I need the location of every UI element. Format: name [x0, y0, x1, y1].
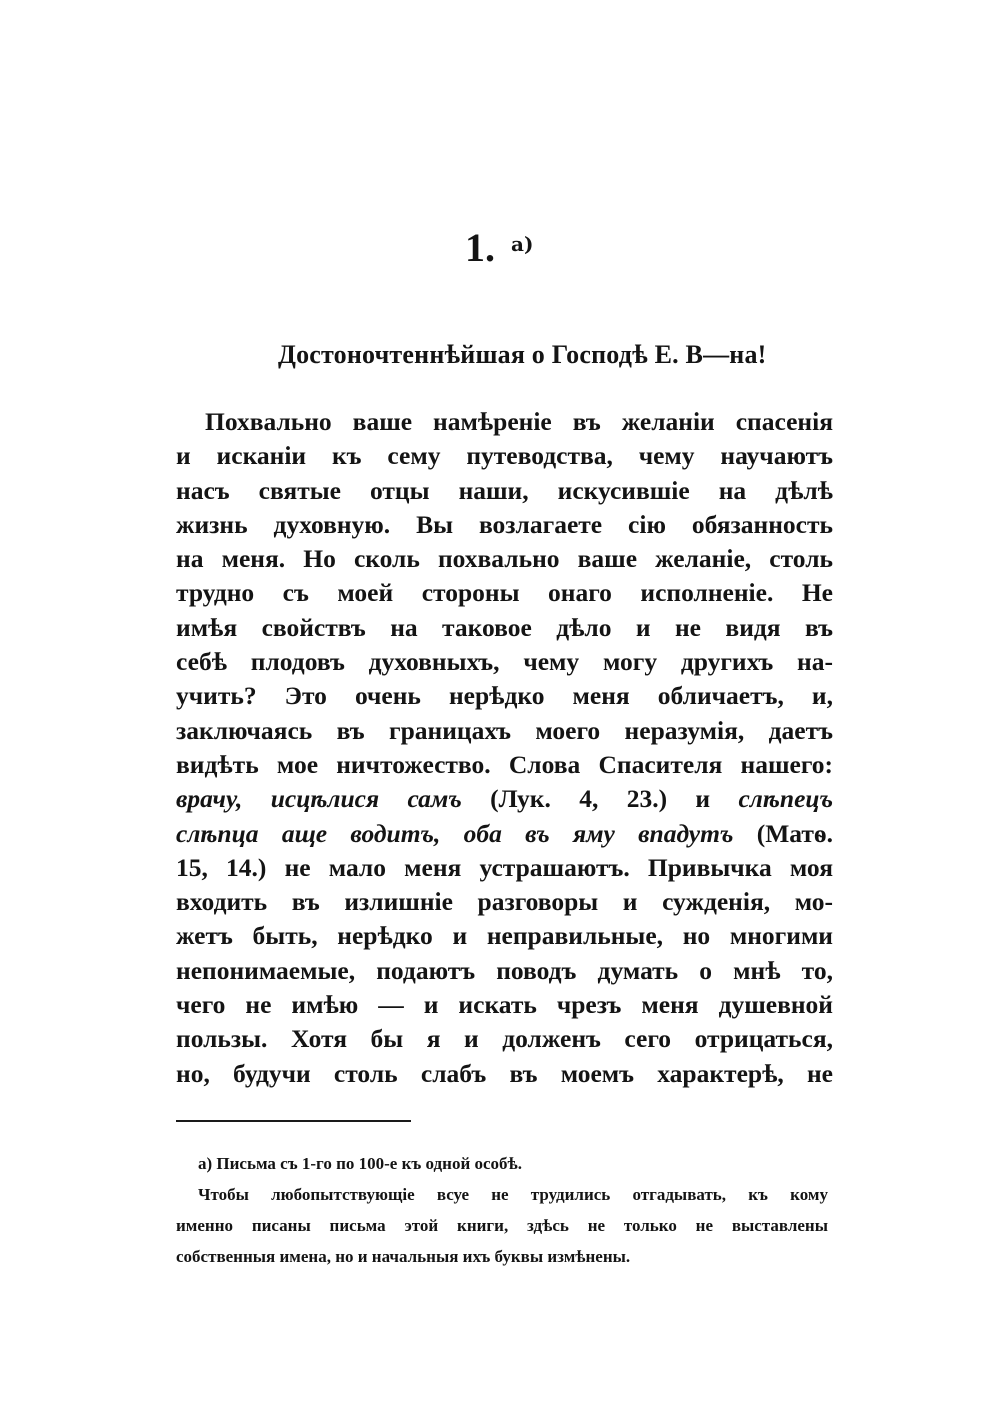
body-line: жетъ быть, нерѣдко и неправильные, но многими [176, 921, 833, 951]
body-line: имѣя свойствъ на таковое дѣло и не видя въ [176, 612, 833, 642]
body-line: 15, 14.) не мало меня устрашаютъ. Привычка моя [176, 852, 833, 882]
letter-body [176, 405, 833, 1091]
body-line: Похвально ваше намѣреніе въ желаніи спасенія [205, 407, 833, 436]
body-line: учить? Это очень нерѣдко меня обличаетъ, и, [176, 681, 833, 711]
footnote-line: собственныя имена, но и начальныя ихъ буквы измѣнены. [176, 1247, 631, 1266]
body-line: насъ святые отцы наши, искусившіе на дѣлѣ [176, 475, 833, 505]
body-line: пользы. Хотя бы я и долженъ сего отрицаться, [176, 1024, 833, 1054]
body-line: видѣть мое ничтожество. Слова Спасителя нашего: [176, 749, 833, 779]
body-line-quote [176, 817, 833, 851]
body-line: заключаясь въ границахъ моего неразумія, даетъ [176, 715, 833, 745]
body-line: на меня. Но сколь похвально ваше желаніе, столь [176, 544, 833, 574]
footnote-line: Чтобы любопытствующіе всуе не трудились отгадывать, къ кому [198, 1185, 828, 1204]
body-line: но, будучи столь слабъ въ моемъ характерѣ, не [176, 1058, 833, 1088]
scripture-quote: врачу, исцѣлися самъ [176, 784, 462, 814]
body-line: трудно съ моей стороны онаго исполненіе. Не [176, 578, 833, 608]
body-line: непонимаемые, подаютъ поводъ думать о мнѣ то, [176, 955, 833, 985]
body-line-quote [176, 782, 833, 816]
letter-heading [0, 225, 1000, 270]
body-line: себѣ плодовъ духовныхъ, чему могу другихъ на- [176, 647, 833, 677]
salutation: Достоночтеннѣйшая о Господѣ Е. В—на! [278, 340, 767, 369]
scripture-quote: слѣпецъ [738, 784, 833, 814]
scripture-quote: слѣпца аще водитъ, оба въ яму впадутъ [176, 818, 734, 848]
footnote-divider [176, 1120, 411, 1122]
footnote-a: а) Письма съ 1-го по 100-е къ одной особѣ. [198, 1154, 522, 1173]
body-line: входить въ излишніе разговоры и сужденія, мо- [176, 887, 833, 917]
body-line: и исканіи къ сему путеводства, чему научаютъ [176, 441, 833, 471]
letter-number: 1. [465, 225, 495, 270]
scripture-reference: (Лук. 4, 23.) и [490, 784, 711, 814]
scripture-reference: (Матѳ. [756, 818, 833, 848]
body-line: чего не имѣю — и искать чрезъ меня душевной [176, 990, 833, 1020]
footnote-line: именно писаны письма этой книги, здѣсь не только не выставлены [176, 1216, 828, 1235]
body-line: жизнь духовную. Вы возлагаете сію обязанность [176, 509, 833, 539]
footnotes [176, 1148, 828, 1272]
footnote-mark: а) [511, 232, 534, 256]
